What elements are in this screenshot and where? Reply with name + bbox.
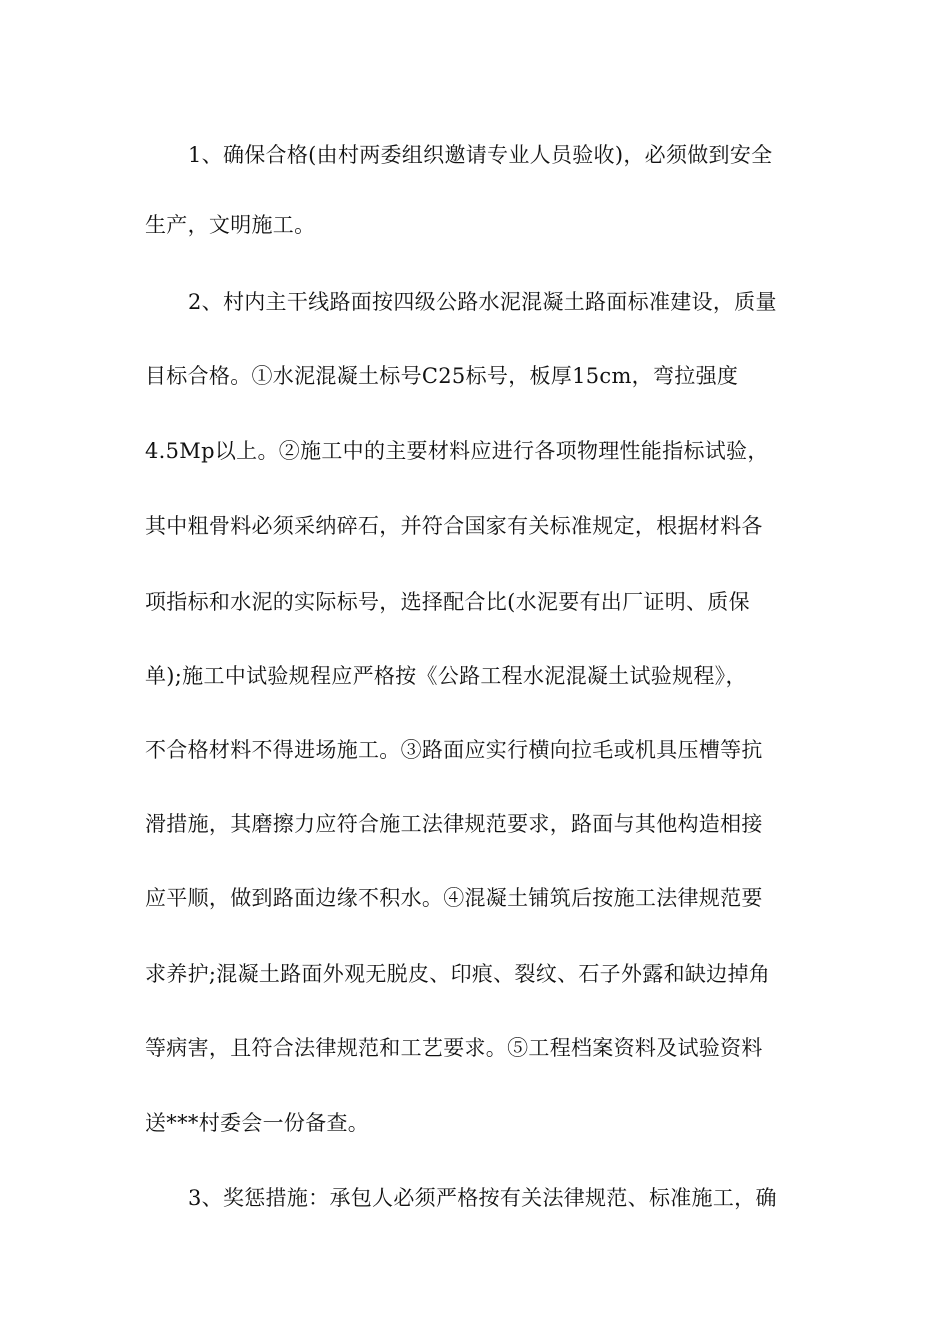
paragraph-1-line-2: 生产，文明施工。 xyxy=(145,213,316,237)
paragraph-2-line-4: 其中粗骨料必须采纳碎石，并符合国家有关标准规定，根据材料各 xyxy=(145,514,763,538)
paragraph-2-line-5: 项指标和水泥的实际标号，选择配合比(水泥要有出厂证明、质保 xyxy=(145,590,750,614)
paragraph-2-line-7: 不合格材料不得进场施工。③路面应实行横向拉毛或机具压槽等抗 xyxy=(145,738,763,762)
paragraph-3-line-1: 3、奖惩措施：承包人必须严格按有关法律规范、标准施工，确 xyxy=(188,1186,777,1210)
paragraph-2-line-8: 滑措施，其磨擦力应符合施工法律规范要求，路面与其他构造相接 xyxy=(145,812,763,836)
paragraph-2-line-1: 2、村内主干线路面按四级公路水泥混凝土路面标准建设，质量 xyxy=(188,290,777,314)
paragraph-2-line-12: 送***村委会一份备查。 xyxy=(145,1111,370,1135)
paragraph-2-line-9: 应平顺，做到路面边缘不积水。④混凝土铺筑后按施工法律规范要 xyxy=(145,886,763,910)
paragraph-1-line-1: 1、确保合格(由村两委组织邀请专业人员验收)，必须做到安全 xyxy=(188,143,773,167)
paragraph-2-line-3: 4.5Mp以上。②施工中的主要材料应进行各项物理性能指标试验， xyxy=(145,439,769,463)
paragraph-2-line-6: 单);施工中试验规程应严格按《公路工程水泥混凝土试验规程》， xyxy=(145,664,747,688)
paragraph-2-line-2: 目标合格。①水泥混凝土标号C25标号，板厚15cm，弯拉强度 xyxy=(145,364,739,388)
paragraph-2-line-11: 等病害，且符合法律规范和工艺要求。⑤工程档案资料及试验资料 xyxy=(145,1036,763,1060)
paragraph-2-line-10: 求养护;混凝土路面外观无脱皮、印痕、裂纹、石子外露和缺边掉角 xyxy=(145,962,771,986)
